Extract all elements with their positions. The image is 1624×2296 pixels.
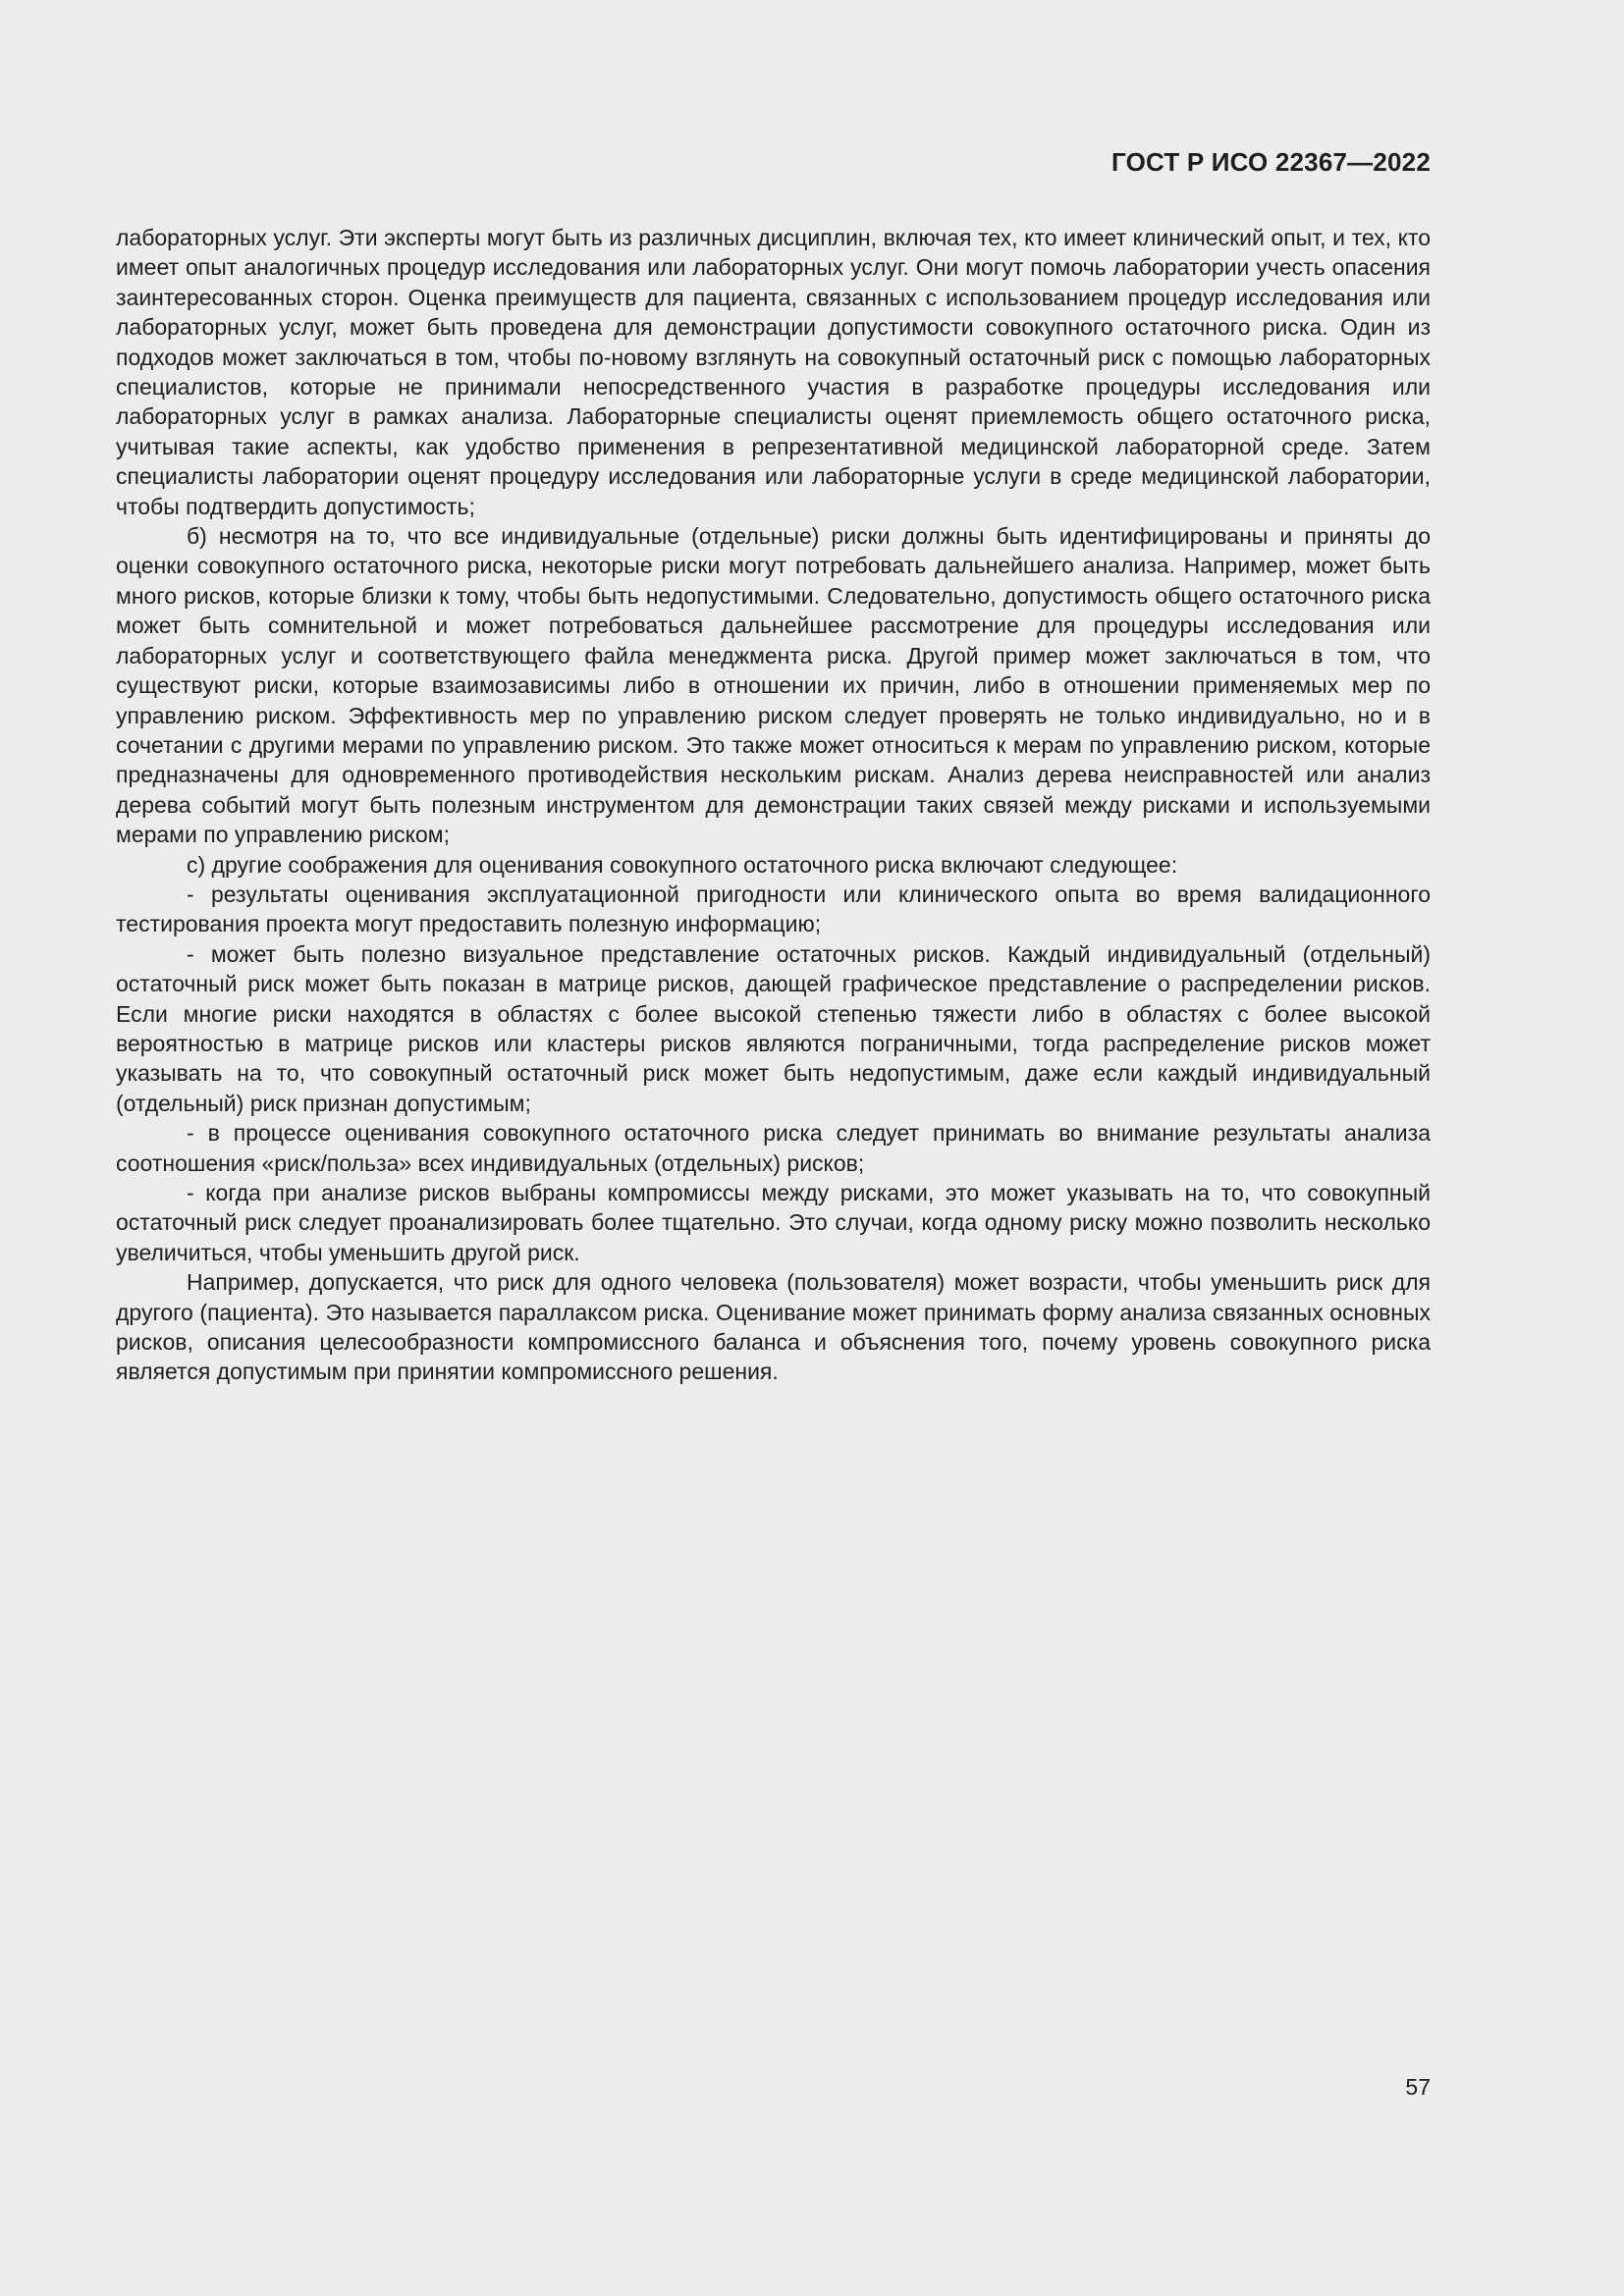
paragraph-item-c: с) другие соображения для оценивания совокупного остаточного риска включают следующее: <box>187 851 1178 878</box>
document-body <box>116 223 1431 1387</box>
document-header-id: ГОСТ Р ИСО 22367—2022 <box>1110 147 1431 177</box>
paragraph-item-b: б) несмотря на то, что все индивидуальные (отдельные) риски должны быть идентифицированы и приняты до оценки совокупного остаточного риска, некоторые риски могут потребовать дальнейшего анализа. Например, может быть много рисков, которые близки к тому, чтобы быть недопустимыми. Следовательно, допустимость общего остаточного риска может быть сомнительной и может потребоваться дальнейшее рассмотрение для процедуры исследования или лабораторных услуг и соответствующего файла менеджмента риска. Другой пример может заключаться в том, что существуют риски, которые взаимозависимы либо в отношении их причин, либо в отношении применяемых мер по управлению риском. Эффективность мер по управлению риском следует проверять не только индивидуально, но и в сочетании с другими мерами по управлению риском. Это также может относиться к мерам по управлению риском, которые предназначены для одновременного противодействия нескольким рискам. Анализ дерева неисправностей или анализ дерева событий могут быть полезным инструментом для демонстрации таких связей между рисками и используемыми мерами по управлению риском; <box>116 523 1431 848</box>
page-number: 57 <box>1405 2074 1431 2100</box>
bullet-item: - результаты оценивания эксплуатационной пригодности или клинического опыта во время валидационного тестирования проекта могут предоставить полезную информацию; <box>116 881 1431 937</box>
bullet-item: - может быть полезно визуальное представление остаточных рисков. Каждый индивидуальный (отдельный) остаточный риск может быть показан в матрице рисков, дающей графическое представление о распределении рисков. Если многие риски находятся в областях с более высокой степенью тяжести либо в областях с более высокой вероятностью в матрице рисков или кластеры рисков являются пограничными, тогда распределение рисков может указывать на то, что совокупный остаточный риск может быть недопустимым, даже если каждый индивидуальный (отдельный) риск признан допустимым; <box>116 940 1431 1116</box>
paragraph-example: Например, допускается, что риск для одного человека (пользователя) может возрасти, чтобы уменьшить риск для другого (пациента). Это называется параллаксом риска. Оценивание может принимать форму анализа связанных основных рисков, описания целесообразности компромиссного баланса и объяснения того, почему уровень совокупного риска является допустимым при принятии компромиссного решения. <box>116 1269 1431 1385</box>
paragraph-continuation: лабораторных услуг. Эти эксперты могут быть из различных дисциплин, включая тех, кто имеет клинический опыт, и тех, кто имеет опыт аналогичных процедур исследования или лабораторных услуг. Они могут помочь лаборатории учесть опасения заинтересованных сторон. Оценка преимуществ для пациента, связанных с использованием процедур исследования или лабораторных услуг, может быть проведена для демонстрации допустимости совокупного остаточного риска. Один из подходов может заключаться в том, чтобы по-новому взглянуть на совокупный остаточный риск с помощью лабораторных специалистов, которые не принимали непосредственного участия в разработке процедуры исследования или лабораторных услуг в рамках анализа. Лабораторные специалисты оценят приемлемость общего остаточного риска, учитывая такие аспекты, как удобство применения в репрезентативной медицинской лабораторной среде. Затем специалисты лаборатории оценят процедуру исследования или лабораторные услуги в среде медицинской лаборатории, чтобы подтвердить допустимость; <box>116 225 1431 519</box>
bullet-item: - когда при анализе рисков выбраны компромиссы между рисками, это может указывать на то, что совокупный остаточный риск следует проанализировать более тщательно. Это случаи, когда одному риску можно позволить несколько увеличиться, чтобы уменьшить другой риск. <box>116 1180 1431 1265</box>
bullet-item: - в процессе оценивания совокупного остаточного риска следует принимать во внимание результаты анализа соотношения «риск/польза» всех индивидуальных (отдельных) рисков; <box>116 1120 1431 1176</box>
